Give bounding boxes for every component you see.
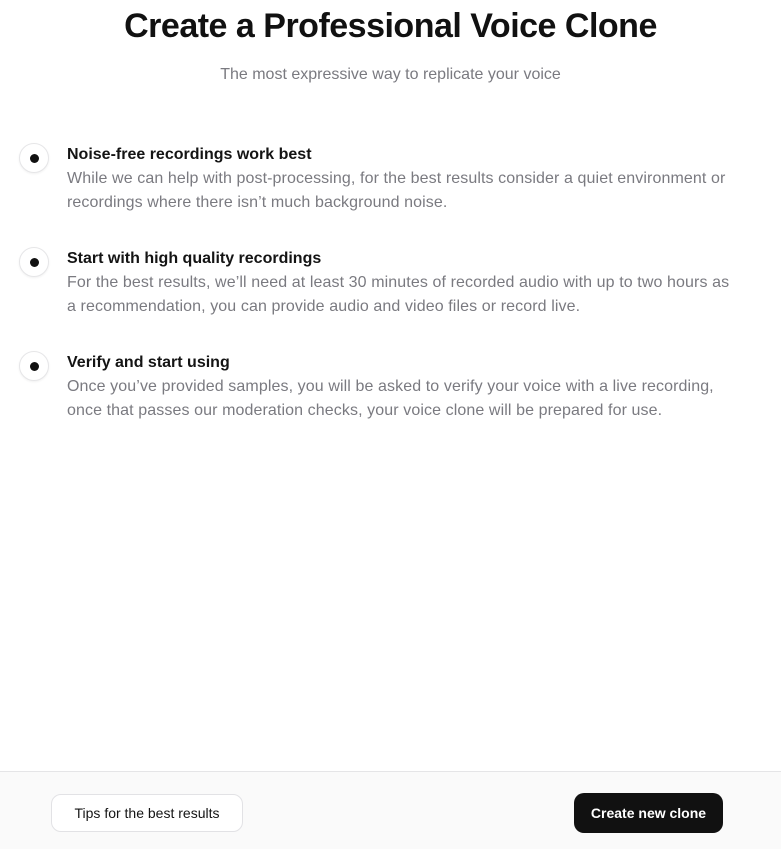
footer-bar	[0, 771, 781, 849]
step-description: While we can help with post-processing, for the best results consider a quiet environment or recordings where there isn’t much background noise.	[67, 170, 726, 211]
step-bullet-icon	[19, 143, 49, 173]
step-bullet-icon	[19, 247, 49, 277]
step-title: Verify and start using	[67, 354, 230, 371]
step-description: For the best results, we’ll need at least 30 minutes of recorded audio with up to two hours as a recommendation, you can provide audio and video files or record live.	[67, 274, 730, 315]
step-item	[19, 351, 739, 423]
step-title: Noise-free recordings work best	[67, 146, 312, 163]
page-title: Create a Professional Voice Clone	[124, 7, 657, 45]
tips-button[interactable]: Tips for the best results	[51, 794, 243, 832]
step-item	[19, 247, 739, 319]
steps-list	[19, 143, 739, 455]
bullet-dot-icon	[30, 258, 39, 267]
page-subtitle: The most expressive way to replicate your voice	[220, 66, 561, 83]
bullet-dot-icon	[30, 362, 39, 371]
step-title: Start with high quality recordings	[67, 250, 322, 267]
step-description: Once you’ve provided samples, you will be asked to verify your voice with a live recording, once that passes our moderation checks, your voice clone will be prepared for use.	[67, 378, 714, 419]
bullet-dot-icon	[30, 154, 39, 163]
step-item	[19, 143, 739, 215]
step-bullet-icon	[19, 351, 49, 381]
create-new-clone-button[interactable]: Create new clone	[574, 793, 723, 833]
